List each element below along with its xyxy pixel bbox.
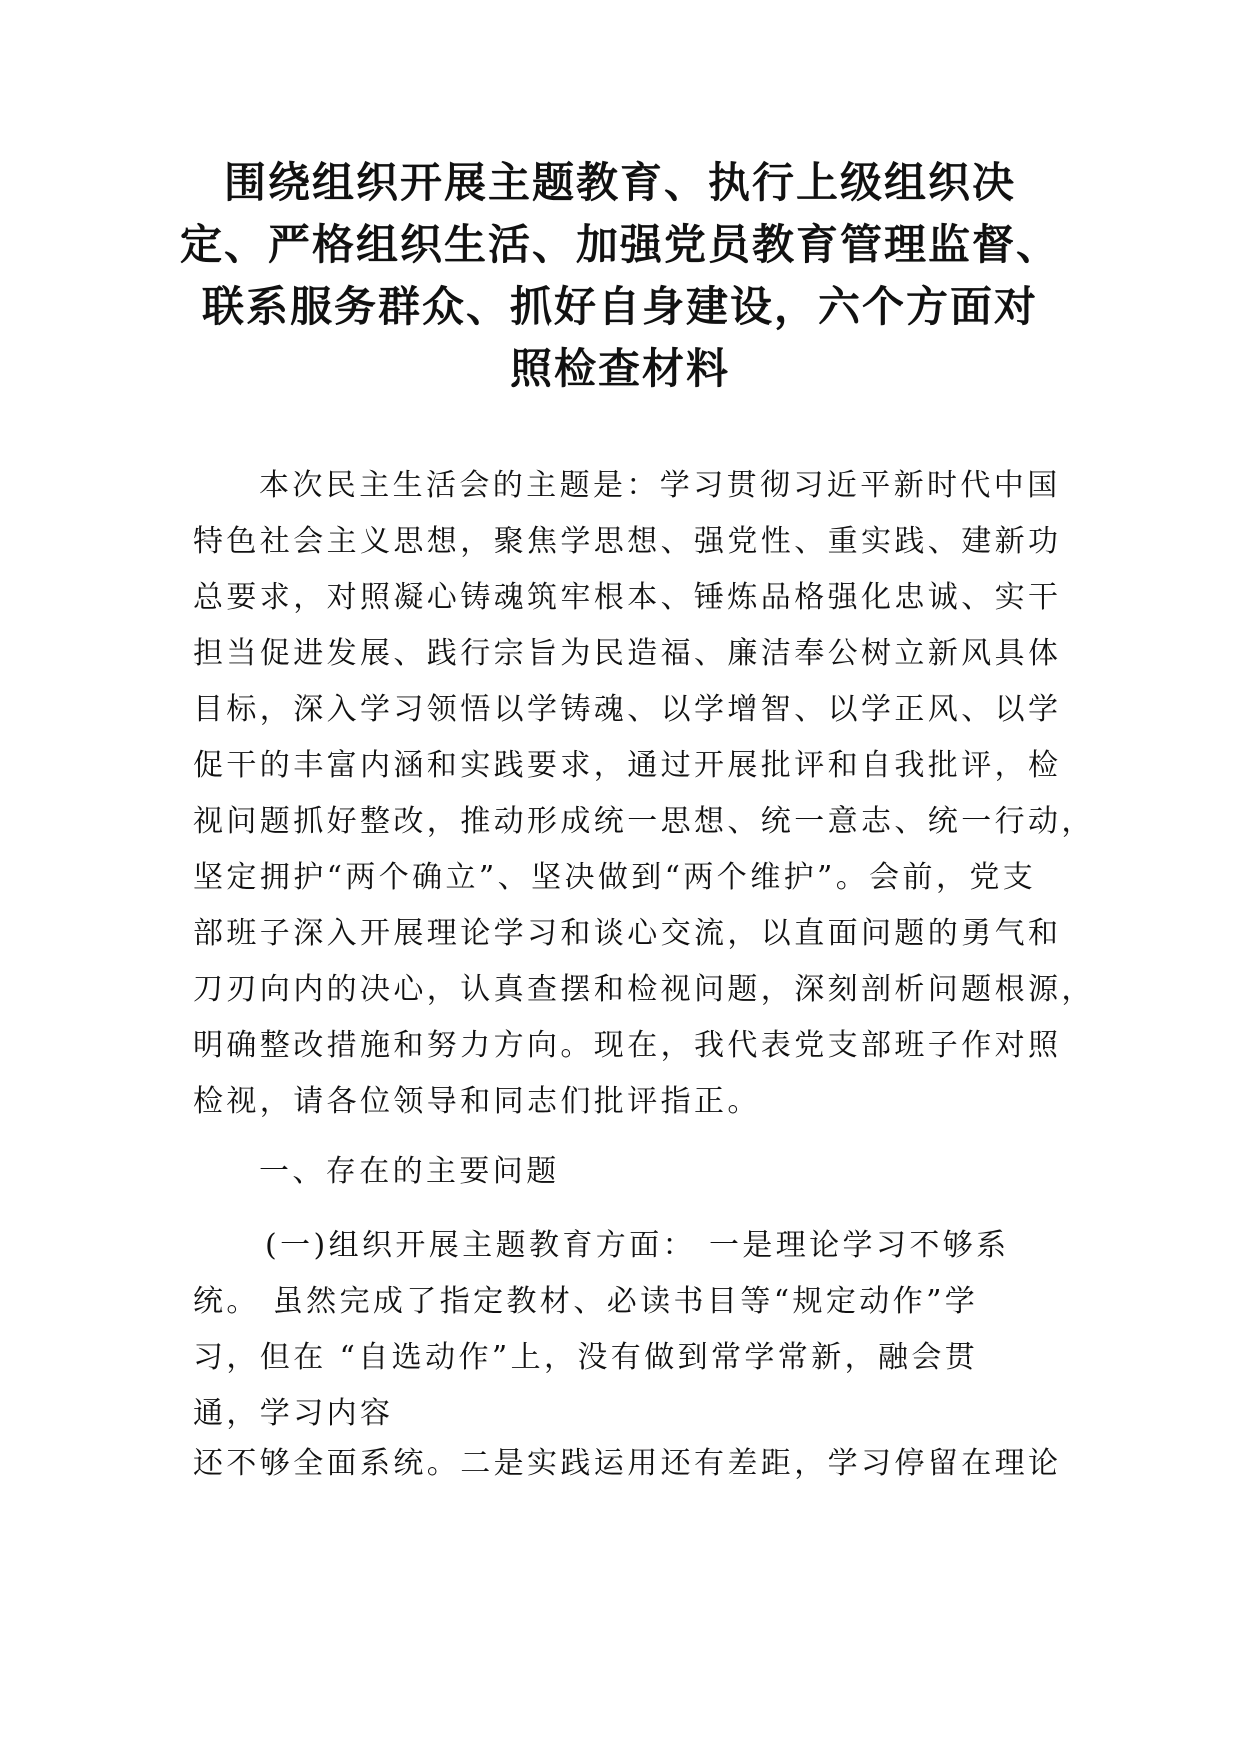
paragraph-line: 刀刃向内的决心，认真查摆和检视问题，深刻剖析问题根源， (193, 972, 1095, 1007)
document-title (180, 152, 1060, 400)
paragraph-line: 目标，深入学习领悟以学铸魂、以学增智、以学正风、以学 (193, 692, 1062, 727)
paragraph-line: 本次民主生活会的主题是：学习贯彻习近平新时代中国 (259, 468, 1061, 503)
paragraph-line: 坚定拥护“两个确立”、坚决做到“两个维护”。会前，党支 (193, 860, 1037, 895)
paragraph-line: 部班子深入开展理论学习和谈心交流，以直面问题的勇气和 (193, 916, 1062, 951)
paragraph-line: 还不够全面系统。二是实践运用还有差距，学习停留在理论 (193, 1446, 1062, 1481)
paragraph-line: 明确整改措施和努力方向。现在，我代表党支部班子作对照 (193, 1028, 1062, 1063)
title-line: 联系服务群众、抓好自身建设，六个方面对 (201, 282, 1038, 331)
paragraph-line: 担当促进发展、践行宗旨为民造福、廉洁奉公树立新风具体 (193, 636, 1062, 671)
title-line: 定、严格组织生活、加强党员教育管理监督、 (180, 220, 1061, 269)
section-paragraph (193, 1218, 1062, 1492)
paragraph-line: 习，但在 “自选动作”上，没有做到常学常新，融会贯 (193, 1340, 979, 1375)
paragraph-line: 统。 虽然完成了指定教材、必读书目等“规定动作”学 (193, 1284, 979, 1319)
paragraph-line: (一)组织开展主题教育方面： 一是理论学习不够系 (265, 1228, 1010, 1263)
title-line: 照检查材料 (509, 344, 730, 393)
paragraph-line: 检视，请各位领导和同志们批评指正。 (193, 1084, 761, 1119)
paragraph-line: 通，学习内容 (193, 1396, 394, 1431)
section-heading: 一、存在的主要问题 (259, 1154, 560, 1189)
title-line: 围绕组织开展主题教育、执行上级组织决 (223, 158, 1016, 207)
intro-paragraph (193, 458, 1095, 1130)
paragraph-line: 总要求，对照凝心铸魂筑牢根本、锤炼品格强化忠诚、实干 (193, 580, 1062, 615)
paragraph-line: 促干的丰富内涵和实践要求，通过开展批评和自我批评，检 (193, 748, 1062, 783)
paragraph-line: 特色社会主义思想，聚焦学思想、强党性、重实践、建新功 (193, 524, 1062, 559)
paragraph-line: 视问题抓好整改，推动形成统一思想、统一意志、统一行动， (193, 804, 1095, 839)
